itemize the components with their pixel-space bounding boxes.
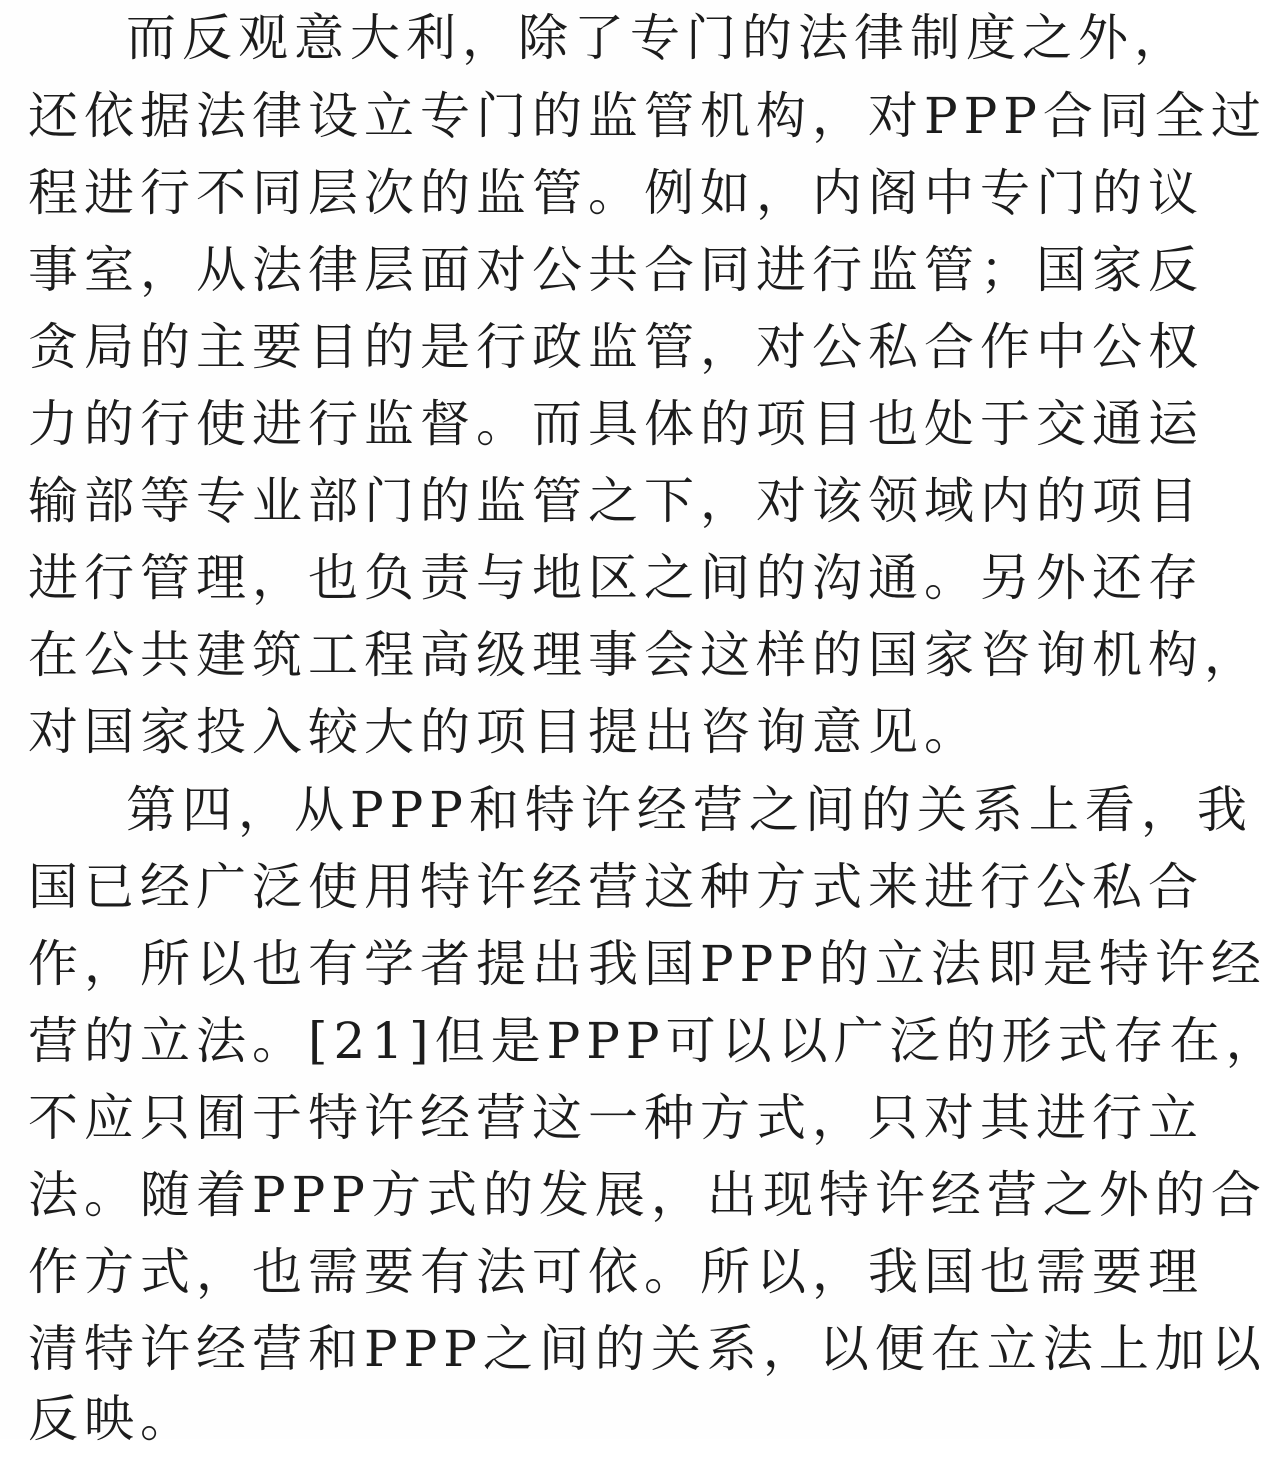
- text-line: 国已经广泛使用特许经营这种方式来进行公私合: [28, 858, 1204, 916]
- text-line: 进行管理，也负责与地区之间的沟通。另外还存: [28, 549, 1204, 607]
- text-line: 力的行使进行监督。而具体的项目也处于交通运: [28, 395, 1204, 453]
- text-line: 而反观意大利，除了专门的法律制度之外，: [126, 9, 1190, 67]
- text-line: 反映。: [28, 1390, 196, 1448]
- text-line: 还依据法律设立专门的监管机构，对PPP合同全过: [28, 87, 1267, 145]
- text-line: 第四，从PPP和特许经营之间的关系上看，我: [126, 781, 1253, 839]
- text-line: 对国家投入较大的项目提出咨询意见。: [28, 703, 980, 761]
- text-line: 营的立法。[21]但是PPP可以以广泛的形式存在，: [28, 1012, 1282, 1070]
- text-line: 程进行不同层次的监管。例如，内阁中专门的议: [28, 164, 1204, 222]
- text-line: 贪局的主要目的是行政监管，对公私合作中公权: [28, 318, 1204, 376]
- text-line: 输部等专业部门的监管之下，对该领域内的项目: [28, 472, 1204, 530]
- text-line: 法。随着PPP方式的发展，出现特许经营之外的合: [28, 1166, 1267, 1224]
- text-line: 作，所以也有学者提出我国PPP的立法即是特许经: [28, 935, 1267, 993]
- text-line: 不应只囿于特许经营这一种方式，只对其进行立: [28, 1089, 1204, 1147]
- text-line: 在公共建筑工程高级理事会这样的国家咨询机构，: [28, 626, 1260, 684]
- text-line: 清特许经营和PPP之间的关系，以便在立法上加以: [28, 1320, 1267, 1378]
- text-line: 事室，从法律层面对公共合同进行监管；国家反: [28, 241, 1204, 299]
- text-line: 作方式，也需要有法可依。所以，我国也需要理: [28, 1243, 1204, 1301]
